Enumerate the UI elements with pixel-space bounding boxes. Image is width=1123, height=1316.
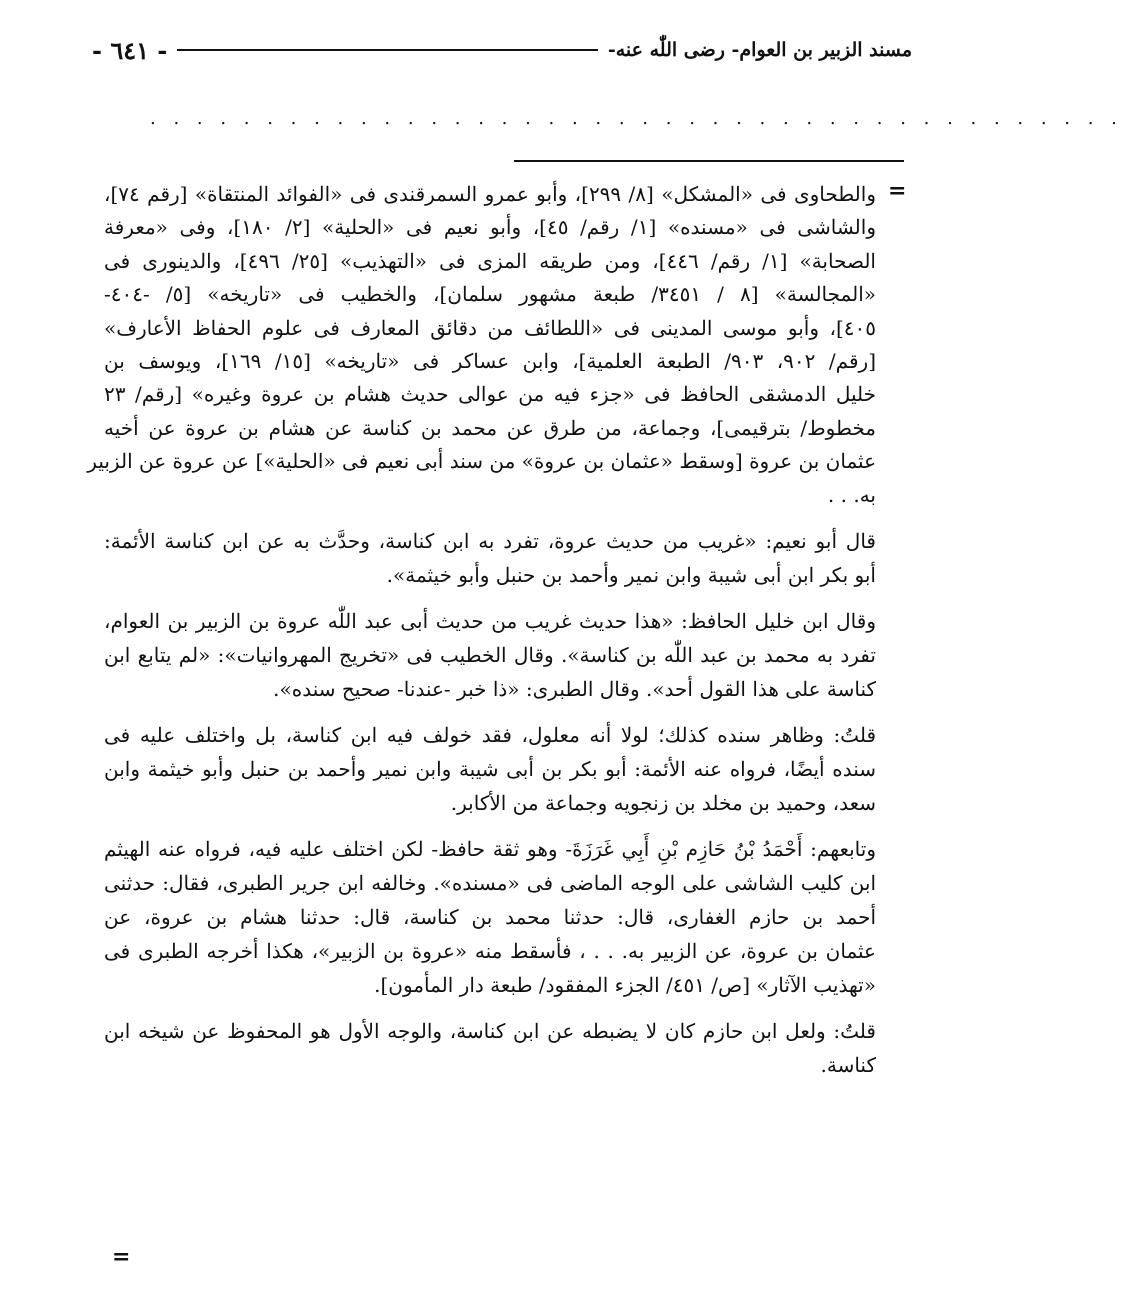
text-line: أحمد بن حازم الغفارى، قال: حدثنا محمد بن كناسة، قال: حدثنا هشام بن عروة، عن	[104, 904, 876, 929]
text-line: كناسة.	[820, 1052, 876, 1077]
text-line: عثمان بن عروة، عن الزبير به. . . ، فأسقط منه «عروة بن الزبير»، هكذا أخرجه الطبرى فى	[104, 938, 876, 963]
footnote-rule	[514, 160, 904, 162]
text-line: ٤٠٥]، وأبو موسى المدينى فى «اللطائف من دقائق المعارف فى علوم الحفاظ الأعارف»	[104, 315, 876, 340]
running-title: مسند الزبير بن العوام- رضى اللّٰه عنه-	[607, 39, 912, 61]
continuation-mark-end: =	[112, 1244, 131, 1270]
page-header	[92, 30, 912, 70]
text-line: وتابعهم: أَحْمَدُ بْنُ حَازِم بْنِ أَبِي غَرَزَةَ- وهو ثقة حافظ- لكن اختلف عليه فيه، فرواه عنه الهيثم	[104, 836, 876, 861]
text-line: سعد، وحميد بن مخلد بن زنجويه وجماعة من الأكابر.	[450, 790, 876, 815]
text-line: كناسة على هذا القول أحد». وقال الطبرى: «ذا خبر -عندنا- صحيح سنده».	[273, 676, 876, 701]
text-line: والشاشى فى «مسنده» [١/ رقم/ ٤٥]، وأبو نعيم فى «الحلية» [٢/ ١٨٠]، وفى «معرفة	[104, 215, 876, 240]
footnote-body	[87, 178, 877, 1082]
page-number: - ٦٤١ -	[92, 35, 168, 65]
text-line: والطحاوى فى «المشكل» [٨/ ٢٩٩]، وأبو عمرو السمرقندى فى «الفوائد المنتقاة» [رقم ٧٤]،	[104, 182, 876, 206]
text-line: أبو بكر ابن أبى شيبة وابن نمير وأحمد بن حنبل وأبو خيثمة».	[386, 562, 876, 587]
text-line: [رقم/ ٩٠٢، ٩٠٣/ الطبعة العلمية]، وابن عساكر فى «تاريخه» [١٥/ ١٦٩]، ويوسف بن	[104, 348, 877, 373]
text-line: عثمان بن عروة [وسقط «عثمان بن عروة» من سند أبى نعيم فى «الحلية»] عن عروة عن الزبير	[87, 449, 876, 474]
separator-dots: . . . . . . . . . . . . . . . . . . . . . . . . . . . . . . . . . . . . . . . . . .	[150, 108, 1123, 129]
text-line: الصحابة» [١/ رقم/ ٤٤٦]، ومن طريقه المزى فى «التهذيب» [٢٥/ ٤٩٦]، والدينورى فى	[104, 248, 876, 273]
text-line: خليل الدمشقى الحافظ فى «جزء فيه من عوالى حديث هشام بن عروة وغيره» [رقم/ ٢٣	[104, 382, 876, 407]
text-line: قلتُ: ولعل ابن حازم كان لا يضبطه عن ابن كناسة، والوجه الأول هو المحفوظ عن شيخه ابن	[104, 1018, 876, 1043]
footnote-paragraph	[104, 718, 876, 820]
text-line: ابن كليب الشاشى على الوجه الماضى فى «مسنده». وخالفه ابن جرير الطبرى، فقال: حدثنى	[104, 870, 876, 895]
footnote-paragraph	[104, 604, 876, 706]
text-line: به. . .	[827, 482, 876, 507]
text-line: وقال ابن خليل الحافظ: «هذا حديث غريب من حديث أبى عبد اللّٰه عروة بن الزبير بن العوام،	[104, 608, 876, 633]
text-line: مخطوط/ بترقيمى]، وجماعة، من طرق عن محمد بن كناسة عن هشام بن عروة عن أخيه	[104, 415, 876, 440]
footnote-paragraph	[104, 1014, 876, 1082]
footnote-paragraph	[104, 832, 876, 1002]
continuation-mark: =	[888, 178, 907, 204]
text-line: «المجالسة» [٨ / ٣٤٥١/ طبعة مشهور سلمان]، والخطيب فى «تاريخه» [٥/ -٤٠٤-	[104, 282, 876, 307]
text-line: سنده أيضًا، فرواه عنه الأئمة: أبو بكر بن أبى شيبة وابن نمير وأحمد بن حنبل وأبو خيثمة وابن	[104, 756, 876, 781]
footnote-paragraph	[104, 524, 876, 592]
text-line: «تهذيب الآثار» [ص/ ٤٥١/ الجزء المفقود/ طبعة دار المأمون].	[374, 972, 876, 997]
header-rule	[177, 49, 598, 51]
text-line: قال أبو نعيم: «غريب من حديث عروة، تفرد به ابن كناسة، وحدَّث به عن ابن كناسة الأئمة:	[104, 528, 876, 553]
text-line: تفرد به محمد بن عبد اللّٰه بن كناسة». وقال الخطيب فى «تخريج المهروانيات»: «لم يتابع ابن	[104, 642, 876, 667]
text-line: قلتُ: وظاهر سنده كذلك؛ لولا أنه معلول، فقد خولف فيه ابن كناسة، بل واختلف عليه فى	[104, 722, 876, 747]
footnote-paragraph	[87, 178, 877, 512]
